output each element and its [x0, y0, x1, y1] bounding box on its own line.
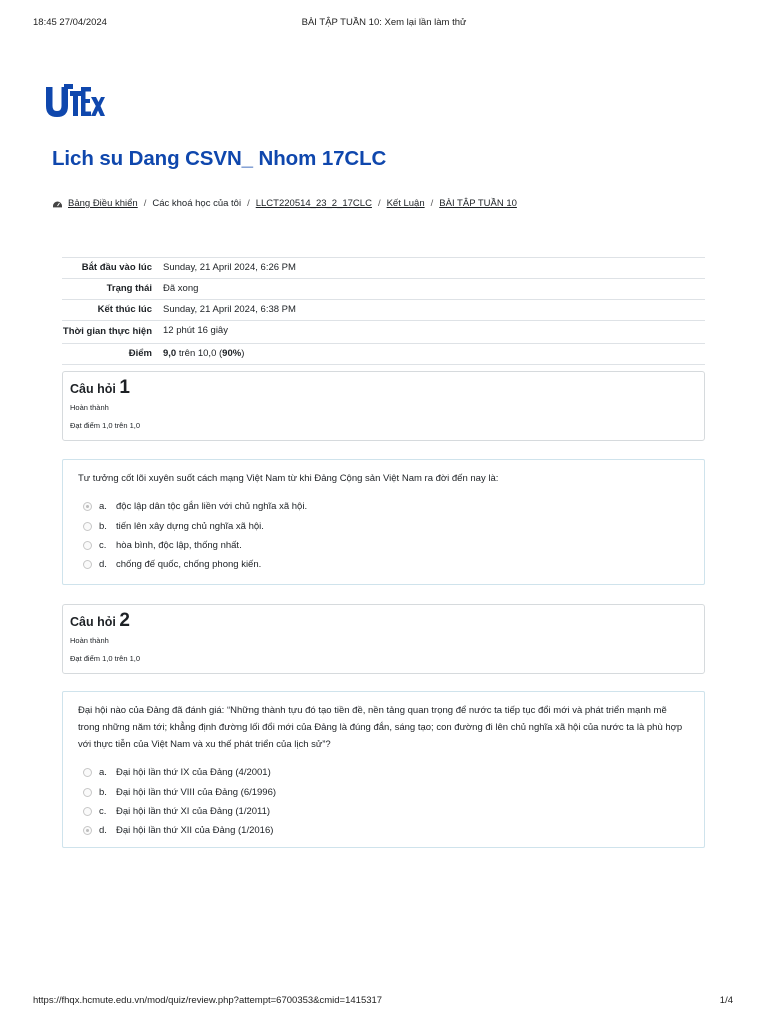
summary-row-grade [62, 344, 705, 365]
answer-text: Đại hội lần thứ XI của Đảng (1/2011) [116, 805, 271, 817]
question-text: Đại hội nào của Đảng đã đánh giá: “Những thành tựu đó tạo tiền đề, nền tảng quan trọng để nước ta tiếp tục đổi mới và phát triển mạnh mẽ trong những năm tới; khẳng định đường lối đổi mới của Đảng là đúng đắn, sáng tạo; con đường đi lên chủ nghĩa xã hội của nước ta là phù hợp với thực tiễn của Việt Nam và xu thế phát triển của lịch sử”? [78, 705, 683, 750]
radio-button[interactable] [83, 768, 92, 777]
summary-label: Kết thúc lúc [97, 304, 152, 315]
radio-button[interactable] [83, 788, 92, 797]
breadcrumb-separator: / [247, 198, 250, 209]
answer-option[interactable] [78, 763, 689, 782]
breadcrumb-quiz-link[interactable]: BÀI TẬP TUẦN 10 [439, 198, 517, 209]
breadcrumb [52, 198, 517, 209]
question-info-1 [62, 371, 705, 441]
print-url: https://fhqx.hcmute.edu.vn/mod/quiz/review.php?attempt=6700353&cmid=1415317 [33, 995, 383, 1006]
question-number-value: 2 [119, 610, 130, 631]
summary-label: Trạng thái [106, 283, 152, 294]
radio-button[interactable] [83, 807, 92, 816]
answer-option[interactable] [78, 821, 689, 840]
answer-text: Đại hội lần thứ IX của Đảng (4/2001) [116, 767, 271, 779]
question-grade: Đạt điểm 1,0 trên 1,0 [70, 421, 141, 430]
answer-letter: c. [99, 805, 107, 817]
answer-letter: b. [99, 520, 107, 532]
summary-value: Đã xong [163, 283, 199, 294]
question-number-value: 1 [119, 377, 130, 398]
utex-logo[interactable] [45, 84, 105, 118]
utex-logo-image [45, 84, 105, 118]
answer-text: độc lập dân tộc gắn liền với chủ nghĩa xã hội. [116, 501, 308, 513]
question-state: Hoàn thành [70, 403, 109, 412]
print-title: BÀI TẬP TUẦN 10: Xem lại lần làm thử [301, 17, 467, 28]
course-title: Lich su Dang CSVN_ Nhom 17CLC [52, 147, 387, 170]
breadcrumb-my-courses: Các khoá học của tôi [152, 198, 242, 209]
answer-text: chống đế quốc, chống phong kiến. [116, 559, 262, 571]
answer-letter: d. [99, 559, 107, 571]
question-text: Tư tưởng cốt lõi xuyên suốt cách mạng Việt Nam từ khi Đảng Cộng sản Việt Nam ra đời đến nay là: [78, 473, 499, 484]
breadcrumb-dashboard-link[interactable]: Bảng Điều khiển [68, 198, 138, 209]
breadcrumb-separator: / [430, 198, 434, 209]
answer-list [78, 497, 689, 575]
answer-option[interactable] [78, 536, 689, 555]
print-header [33, 17, 735, 31]
answer-text: tiến lên xây dựng chủ nghĩa xã hội. [116, 520, 264, 532]
summary-label: Điểm [128, 348, 152, 359]
answer-option[interactable] [78, 802, 689, 821]
summary-value: Sunday, 21 April 2024, 6:26 PM [163, 262, 296, 273]
grade-out-of: trên 10,0 ( [176, 348, 223, 359]
print-page-number: 1/4 [719, 995, 733, 1006]
question-number [70, 610, 697, 633]
answer-text: Đại hội lần thứ VIII của Đảng (6/1996) [116, 786, 277, 798]
summary-row-state [62, 279, 705, 300]
radio-button[interactable] [83, 541, 92, 550]
dashboard-icon [52, 198, 63, 209]
attempt-summary-table [62, 257, 705, 365]
question-content-2 [62, 691, 705, 848]
breadcrumb-separator: / [377, 198, 381, 209]
radio-button-checked[interactable] [83, 502, 92, 511]
summary-row-completed [62, 300, 705, 321]
breadcrumb-separator: / [143, 198, 147, 209]
answer-letter: a. [99, 767, 107, 779]
radio-button-checked[interactable] [83, 826, 92, 835]
summary-row-time-taken [62, 321, 705, 344]
question-number [70, 377, 697, 400]
answer-option[interactable] [78, 516, 689, 535]
question-info-2 [62, 604, 705, 674]
summary-row-started [62, 258, 705, 279]
answer-option[interactable] [78, 782, 689, 801]
answer-list [78, 763, 689, 841]
summary-label: Thời gian thực hiện [62, 326, 152, 337]
summary-value: 12 phút 16 giây [163, 325, 228, 336]
radio-button[interactable] [83, 560, 92, 569]
summary-label: Bắt đầu vào lúc [81, 262, 152, 273]
grade-percent: 90% [222, 348, 242, 359]
radio-button[interactable] [83, 522, 92, 531]
summary-value [159, 344, 705, 364]
answer-option[interactable] [78, 555, 689, 574]
question-label: Câu hỏi [70, 382, 116, 396]
print-footer [33, 995, 735, 1009]
answer-letter: a. [99, 501, 107, 513]
question-state: Hoàn thành [70, 636, 109, 645]
question-grade: Đạt điểm 1,0 trên 1,0 [70, 654, 141, 663]
summary-value: Sunday, 21 April 2024, 6:38 PM [163, 304, 296, 315]
grade-score: 9,0 [163, 348, 177, 359]
breadcrumb-section-link[interactable]: Kết Luận [386, 198, 425, 209]
answer-text: Đại hội lần thứ XII của Đảng (1/2016) [116, 825, 274, 837]
answer-option[interactable] [78, 497, 689, 516]
print-datetime: 18:45 27/04/2024 [33, 17, 107, 28]
question-label: Câu hỏi [70, 615, 116, 629]
question-content-1 [62, 459, 705, 585]
answer-text: hòa bình, độc lập, thống nhất. [116, 539, 242, 551]
answer-letter: d. [99, 825, 107, 837]
grade-close: ) [241, 348, 245, 359]
answer-letter: c. [99, 539, 107, 551]
breadcrumb-course-link[interactable]: LLCT220514_23_2_17CLC [255, 198, 372, 209]
answer-letter: b. [99, 786, 107, 798]
